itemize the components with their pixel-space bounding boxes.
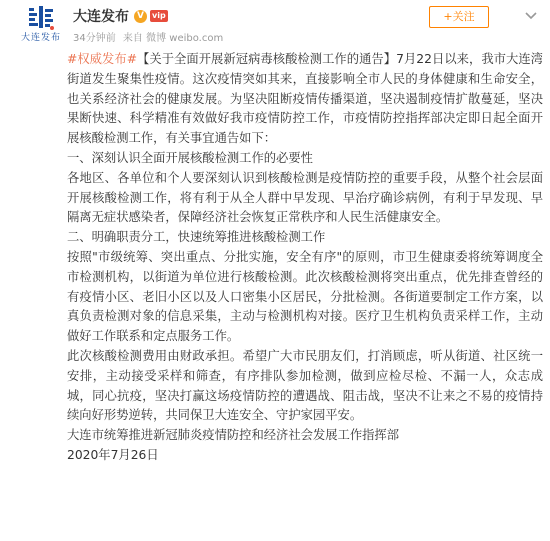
chevron-down-icon[interactable]: [523, 7, 539, 23]
follow-button[interactable]: +关注: [429, 6, 489, 28]
section2-body: 按照"市级统筹、突出重点、分批实施，安全有序"的原则，市卫生健康委将统筹调度全市检测机构，以街道为单位进行核酸检测。此次核酸检测将突出重点，优先排查曾经的有疫情小区、老旧小区以及人口密集小区居民，分批检测。各街道要制定工作方案，以真负责检测对象的信息采集，主动与检测机构对接。医疗卫生机构负责采样工作，主动做好工作联系和定点服务工作。: [67, 249, 543, 344]
post-meta: [73, 29, 227, 44]
account-name-line: [73, 6, 168, 26]
account-name[interactable]: 大连发布: [73, 9, 129, 25]
avatar-caption: 大连发布: [20, 33, 61, 43]
avatar[interactable]: [18, 4, 64, 46]
vip-badge: vip: [152, 11, 166, 20]
post-body: [67, 50, 543, 466]
post-header: [0, 0, 550, 50]
post-title: 【关于全面开展新冠病毒核酸检测工作的通告】: [137, 52, 397, 66]
section2-heading: 二、明确职责分工，快速统筹推进核酸检测工作: [67, 230, 326, 245]
verified-badge: V: [134, 10, 147, 23]
city-logo-icon: [26, 4, 56, 32]
section1-heading: 一、深刻认识全面开展核酸检测工作的必要性: [67, 150, 313, 165]
topic-link[interactable]: #权威发布#: [67, 52, 137, 66]
post-time[interactable]: 34分钟前: [73, 33, 116, 44]
post-source: 来自 微博 weibo.com: [122, 33, 224, 44]
section2-cost: 此次核酸检测费用由财政承担。希望广大市民朋友们，打消顾虑，听从街道、社区统一安排，主动接受采样和筛查，有序排队参加检测，做到应检尽检、不漏一人，众志成城，同心抗疫，坚决打赢这场疫情防控的遭遇战、阻击战，坚决不让来之不易的疫情持续向好形势逆转，共同保卫大连安全、守护家园平安。: [67, 348, 543, 423]
signoff-date: 2020年7月26日: [67, 447, 159, 462]
signoff-org: 大连市统筹推进新冠肺炎疫情防控和经济社会发展工作指挥部: [67, 428, 400, 443]
post-intro: [67, 50, 543, 149]
section1-body: 各地区、各单位和个人要深刻认识到核酸检测是疫情防控的重要手段，从整个社会层面开展核酸检测工作，将有利于从全人群中早发现、早治疗确诊病例，有利于早发现、早隔离无症状感染者，保障经济社会恢复正常秩序和人民生活健康安全。: [67, 170, 543, 225]
post-intro-text: 7月22日以来，我市大连湾街道发生聚集性疫情。这次疫情突如其来，直接影响全市人民的身体健康和生命安全，也关系经济社会的健康发展。为坚决阻断疫情传播渠道，坚决遏制疫情扩散蔓延，坚决果断快速、科学精准有效做好我市疫情防控工作，市疫情防控指挥部决定即日起全面开展核酸检测工作，有关事宜通告如下：: [67, 52, 543, 146]
